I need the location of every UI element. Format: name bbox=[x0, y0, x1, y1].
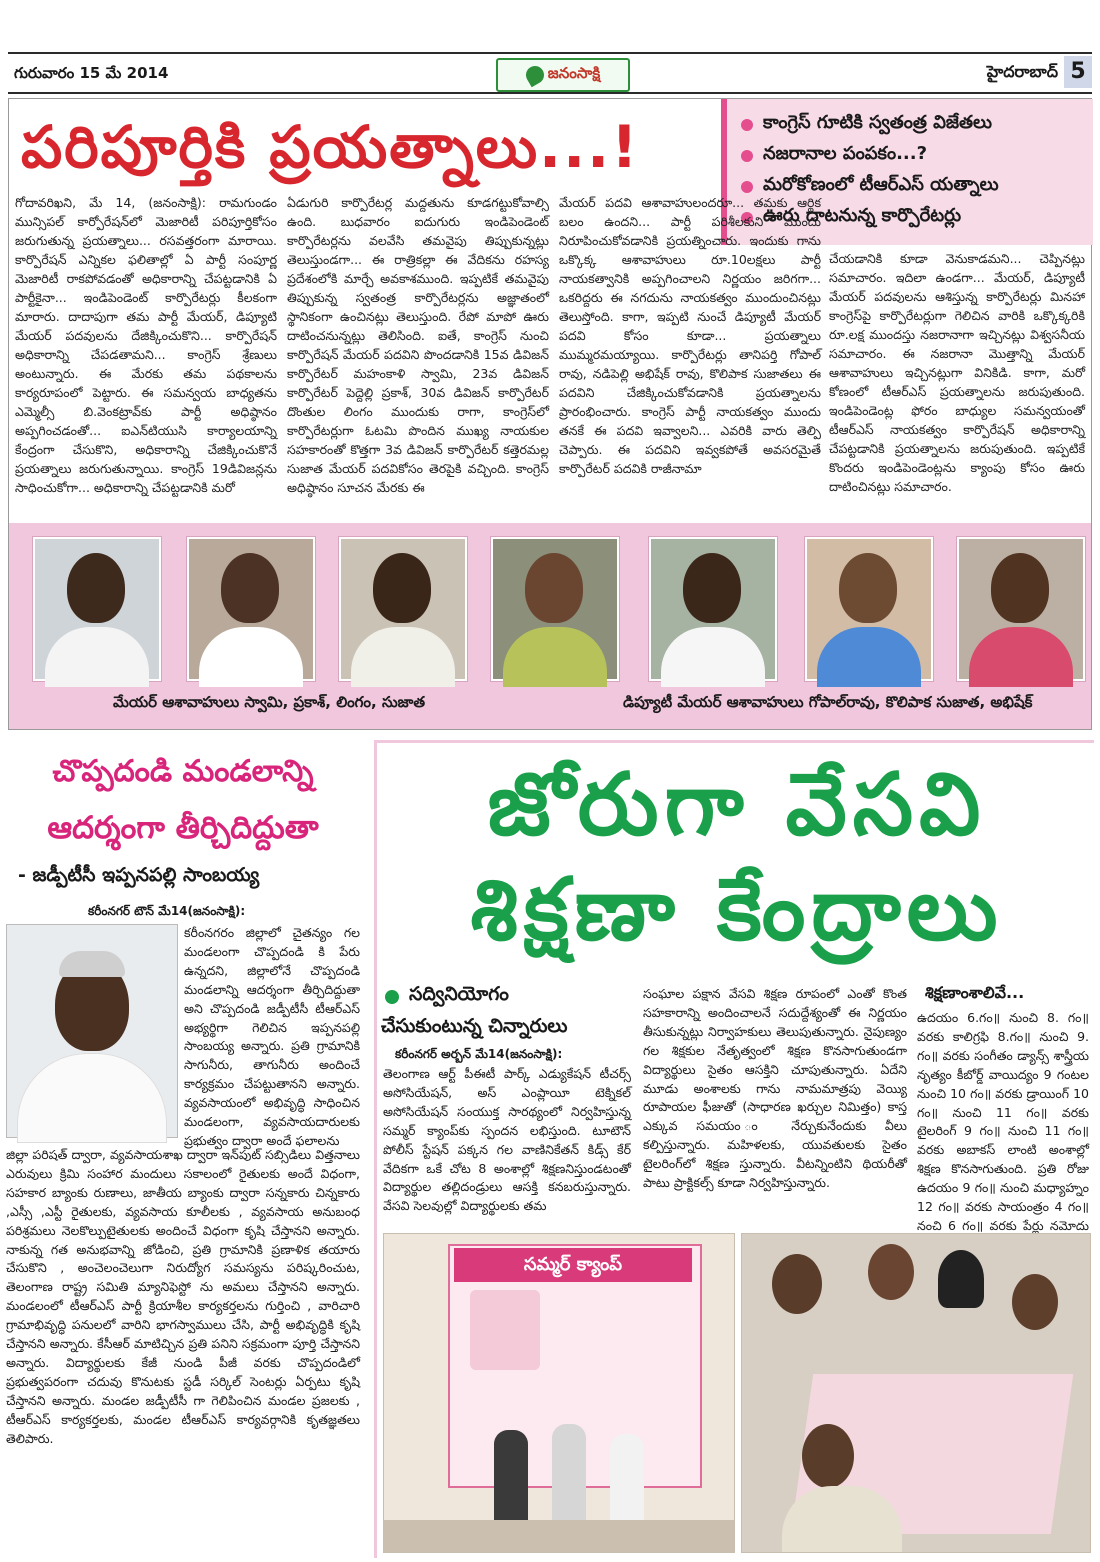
page-number: 5 bbox=[1064, 56, 1092, 88]
left-headline-line1: చొప్పదండి మండలాన్ని bbox=[52, 754, 314, 789]
candidate-photo bbox=[491, 537, 619, 681]
header-rule-top bbox=[8, 52, 1092, 54]
candidate-photo bbox=[957, 537, 1085, 681]
article-column: గోదావరిఖని, మే 14, (జనంసాక్షి): రామగుండం మున్సిపల్ కార్పోరేషన్‌లో మెజారిటీ పరిపూర్తికోసం జరుగుతున్న ప్రయత్నాలు... రసవత్తరంగా మారాయి. కార్పొరేషన్ ఎన్నికల ఫలితాల్లో ఏ పార్టీ సంపూర్ణ మెజారిటీ రాకపోవడంతో అధికారాన్ని చేపట్టడానికి ఏ పార్టీకైనా... ఇండిపెండెంట్ కార్పొరేటర్లు కీలకంగా మారారు. దాదాపుగా తమ పార్టీ మేయర్, డిప్యూటి మేయర్ పదవులను దేజిక్కించుకొని... కార్పొరేషన్ అధికారాన్ని చేపడతామని... కాంగ్రెస్ శ్రేణులు అంటున్నారు. ఈ మేరకు తమ పథకాలను కార్యరూపంలో పెట్టారు. ఈ సమన్వయ బాధ్యతను ఎమ్మెల్సీ బి.వెంకట్రావ్‌కు పార్టీ అధిష్ఠానం అప్పగించడంతో... ఐఎన్‌టియుసి కార్యాలయాన్ని కేంద్రంగా చేసుకొని, అధికారాన్ని చేజిక్కించుకొనే ప్రయత్నాలు జరుగుతున్నాయి. కాంగ్రెస్ 19డివిజన్లను సాధించుకోగా... అధికారాన్ని చేపట్టడానికి మరో bbox=[15, 195, 277, 495]
right-subhead-line1 bbox=[385, 983, 509, 1010]
candidate-photo bbox=[339, 537, 467, 681]
bullet-icon bbox=[741, 181, 753, 193]
article-column: మేయర్ పదవి ఆశావాహులందరూ... తమకు ఆర్థిక బలం ఉందని... పార్టీ పరిశీలకుని ముందు నిరూపించుకోవడానికి ప్రయత్నించారు. ఇందుకు గాను ఒక్కొక్క ఆశావాహులు రూ.10లక్షలు పార్టీ నాయకత్వానికి అప్పగించాలని నిర్ణయం జరిగగా... ఒకరిద్దరు ఈ నగదును నాయకత్వం ముందుంచినట్లు తెలుస్తోంది. కాగా, ఇప్పటి నుంచే డిప్యూటీ మేయర్ పదవి కోసం కూడా... ప్రయత్నాలు ముమ్మరమయ్యాయి. కార్పొరేటర్లు తానిపర్తి గోపాల్ రావు, నడిపెల్లి అభిషేక్ రావు, కొలిపాక సుజాతలు ఈ పదవిని చేజిక్కించుకోవడానికి ప్రయత్నాలను ప్రారంభించారు. కాంగ్రెస్ పార్టీ నాయకత్వం ముందు తనకే ఈ పదవి ఇవ్వాలని... ఎవరికి వారు తెల్పి చెప్పారు. ఈ పదవిని ఇవ్వకపోతే అవసరమైతే కార్పొరేటర్ పదవికి రాజీనామా bbox=[559, 195, 821, 476]
article-column: ఏడుగురి కార్పొరేటర్ల మద్దతును కూడగట్టుకోవాల్సి ఉంది. బుధవారం ఐదుగురు ఇండిపెండెంట్ కార్పొరేటర్లను వలవేసి తమవైపు తిప్పుకున్నట్లు తెలుస్తుండగా... ఈ రాత్రికల్లా ఈ వేదికను రహస్య ప్రదేశంలోకి మార్చే అవకాశముంది. ఇప్పటికే తమవైపు తిప్పుకున్న స్వతంత్ర కార్పొరేటర్లను అజ్ఞాతంలో స్థానికంగా ఉంచినట్లు తెలుస్తుంది. రేపో మాపో ఊరు దాటించనున్నట్లు తెలిసింది. ఐతే, కాంగ్రెస్ నుంచి కార్పొరేషన్ మేయర్ పదవిని పొందడానికి 15వ డివిజన్ కార్పొరేటర్ మహంకాళి స్వామి, 23వ డివిజన్ కార్పొరేటర్ పెద్దెల్లి ప్రకాశ్, 30వ డివిజన్ కార్పొరేటర్ దొంతుల లింగం ముందుకు రాగా, కాంగ్రెస్‌లో కార్పొరేటర్లుగా ఓటమి పొందిన ముఖ్య నాయకుల సహకారంతో కొత్తగా 3వ డివిజన్ కార్పొరేటర్ కత్తెరమల్ల సుజాత మేయర్ పదవికోసం తెరపైకి వచ్చింది. కాంగ్రెస్ అధిష్ఠానం సూచన మేరకు ఈ bbox=[287, 195, 549, 495]
right-headline-line2: శిక్షణా కేంద్రాలు bbox=[470, 860, 1004, 960]
zptc-portrait-photo bbox=[6, 924, 178, 1138]
right-article bbox=[374, 740, 1094, 1558]
highlight-item bbox=[741, 140, 1083, 171]
highlight-text: ఊరు దాటనున్న కార్పొరేటర్లు bbox=[763, 205, 962, 226]
article-column: ఉదయం 6.గం॥ నుంచి 8. గం॥ వరకు కాలిగ్రఫి 8.గం॥ నుంచి 9. గం॥ వరకు సంగీతం డ్యాన్స్ శాస్త్రీయ నృత్యం కీబోర్డ్ వాయిద్యం 9 గంటల నుంచి 10 గం॥ వరకు డ్రాయింగ్ 10 గం॥ నుంచి 11 గం॥ వరకు టైలరింగ్ 9 గం॥ నుంచి 11 గం॥ వరకు అబాకస్ లాంటి అంశాల్లో శిక్షణ కొనసాగుతుంది. ప్రతి రోజు ఉదయం 9 గం॥ నుంచి మధ్యాహ్నం 12 గం॥ వరకు సాయంత్రం 4 గం॥ నంచి 6 గం॥ వరకు పేర్లు నమోదు bbox=[917, 1010, 1089, 1233]
leaf-logo-icon bbox=[523, 63, 548, 88]
candidate-photo bbox=[805, 537, 933, 681]
left-article bbox=[0, 740, 366, 1562]
article-column: తెలంగాణ ఆర్ట్ పీఈటీ పార్క్ ఎడ్యుకేషన్ టీచర్స్ అసోసియేషన్, అస్ ఎంప్లాయీ టెక్నికల్ అసోసియేషన్ సంయుక్త సారథ్యంలో నిర్వహిస్తున్న సమ్మర్ క్యాంప్‌కు స్పందన లభిస్తుంది. టూటౌన్ పోలీస్ స్టేషన్ పక్కన గల వాణినికేతన్ కిడ్స్ కేర్ వేదికగా ఒకే చోట 8 అంశాల్లో శిక్షణనిస్తుండటంతో విద్యార్థుల తల్లిదండ్రులు ఆసక్తి కనబరుస్తున్నారు. వేసవి సెలవుల్లో విద్యార్థులకు తమ bbox=[383, 1066, 631, 1214]
left-dateline: కరీంనగర్ టౌన్ మే14(జనంసాక్షి): bbox=[88, 904, 246, 918]
article-column: చేయడానికి కూడా వెనుకాడమని... చెప్పినట్లు సమాచారం. ఇదిలా ఉండగా... మేయర్, డిప్యూటీ మేయర్ పదవులను ఆశిస్తున్న కార్పొరేటర్లు మినహా కాంగ్రెస్‌పై కార్పొరేటర్లుగా గెలిచిన వారికి ఒక్కొక్కరికి రూ.లక్ష ముందస్తు నజరానాగా ఇచ్చినట్లు విశ్వసనీయ సమాచారం. ఈ నజరానా మొత్తాన్ని మేయర్ ఆశావాహులు ఇచ్చినట్లుగా వినికిడి. కాగా, మరో కోణంలో టీఆర్ఎస్ ప్రయత్నాలను జరుపుతుంది. ఇండిపెండెంట్ల ఫోరం బాధ్యుల సమన్వయంతో టీఆర్ఎస్ నాయకత్వం కార్పొరేషన్ అధికారాన్ని చేపట్టడానికి ప్రయత్నాలను జరుపుతుంది. ఇప్పటికే కొందరు ఇండిపెండెంట్లను క్యాంపు కోసం ఊరు దాటించినట్లు సమాచారం. bbox=[829, 251, 1085, 494]
right-subhead-line2: చేసుకుంటున్న చిన్నారులు bbox=[381, 1015, 568, 1037]
candidate-photo bbox=[33, 537, 161, 681]
summer-camp-banner-photo bbox=[383, 1233, 735, 1553]
highlight-item bbox=[741, 109, 1083, 140]
top-article bbox=[8, 98, 1092, 730]
candidates-photo-strip bbox=[9, 523, 1091, 729]
issue-date: గురువారం 15 మే 2014 bbox=[14, 64, 169, 82]
left-headline-line2: ఆదర్శంగా తీర్చిదిద్దుతా bbox=[47, 810, 319, 846]
candidate-photo bbox=[649, 537, 777, 681]
photo-caption: మేయర్ ఆశావాహులు స్వామి, ప్రకాశ్, లింగం, సుజాత bbox=[113, 693, 426, 711]
bullet-icon bbox=[385, 990, 399, 1004]
header-rule-bottom bbox=[8, 92, 1092, 94]
tailoring-class-photo bbox=[741, 1233, 1091, 1553]
highlight-text: మరోకోణంలో టీఆర్ఎస్ యత్నాలు bbox=[763, 174, 999, 195]
right-dateline: కరీంనగర్ అర్బన్ మే14(జనంసాక్షి): bbox=[395, 1047, 563, 1061]
banner-title: సమ్మర్ క్యాంప్ bbox=[454, 1248, 692, 1282]
bullet-icon bbox=[741, 150, 753, 162]
left-subtitle: - జడ్పీటీసీ ఇప్పనపల్లి సాంబయ్య bbox=[18, 864, 260, 886]
highlight-text: కాంగ్రెస్ గూటికి స్వతంత్ర విజేతలు bbox=[763, 112, 993, 133]
page-header bbox=[0, 0, 1100, 98]
right-headline-line1: జోరుగా వేసవి bbox=[487, 755, 987, 855]
highlight-text: నజరానాల పంపకం...? bbox=[763, 143, 928, 164]
left-article-body: జిల్లా పరిషత్ ద్వారా, వ్యవసాయశాఖ ద్వారా ఇన్‌పుట్ సబ్సిడిలు విత్తనాలు ఎరువులు క్రిమి సంహార మందులు సకాలంలో రైతులకు అందే విధంగా, సహకార బ్యాంకు రుణాలు, జాతీయ బ్యాంకు ద్వారా సన్నకారు చిన్నకారు ,ఎస్సీ ,ఎస్టీ రైతులకు, వ్యవసాయ కూలీలకు , వ్యవసాయ అనుబంధ పరిశ్రమలు నెలకొల్పుటైతులకు అందించే విధంగా కృషి చేస్తానని అన్నారు. నాకున్న గత అనుభవాన్ని జోడించి, ప్రతి గ్రామానికి ప్రణాళిక తయారు చేసుకొని , అంచెలంచెలుగా నిరుద్యోగ సమస్యను పరిష్కరించుట, తెలంగాణ రాష్ట్ర సమితి మ్యానిఫెస్టో ను అమలు చేస్తానని అన్నారు. మండలంలో టీఆర్ఎస్ పార్టీ క్రియాశీల కార్యకర్తలను గుర్తించి , వారిచారి గ్రామాభివృద్ధి పనులలో వారిని భాగస్వాములు చేసి, పార్టీ అభివృద్ధికి కృషి చేస్తానని అన్నారు. కేసీఆర్ మాటిచ్చిన ప్రతి పనిని సక్రమంగా పూర్తి చేస్తానని అన్నారు. విద్యార్థులకు కేజీ నుండి పీజీ వరకు చొప్పదండిలో ప్రభుత్వపరంగా చదువు కొనుటకు స్టడీ సర్కిల్ సెంటర్లు ఏర్పటు కృషి చేస్తానని అన్నారు. మండల జడ్పీటీసీ గా గెలిపించిన మండల ప్రజలకు , టీఆర్ఎస్ కార్యకర్తలకు, మండల టీఆర్ఎస్ కార్యవర్గానికి కృతజ్ఞతలు తెలిపారు. bbox=[6, 1147, 360, 1446]
bullet-icon bbox=[741, 119, 753, 131]
candidate-photo bbox=[187, 537, 315, 681]
subhead-text: సద్వినియోగం bbox=[409, 983, 509, 1005]
left-article-body-beside-photo: కరీంనగరం జిల్లాలో చైతన్యం గల మండలంగా చొప్పదండి కి పేరు ఉన్నదని, జిల్లాలోనే చొప్పదండి మండలాన్ని ఆదర్శంగా తీర్చిదిద్దుతా అని చొప్పదండి జడ్పీటీసీ టీఆర్ఎస్ అభ్యర్థిగా గెలిచిన ఇప్పనపల్లి సాంబయ్య అన్నారు. ప్రతి గ్రామానికి సాగునీరు, తాగునీరు అందించే కార్యక్రమం చేపట్టుతానని అన్నారు. వ్యవసాయంలో అభివృద్ధి సాధించిన మండలంగా, వ్యవసాయదారులకు ప్రభుత్వం ద్వారా అందే ఫలాలను bbox=[184, 925, 360, 1148]
newspaper-logo bbox=[496, 58, 630, 92]
article-column: సంఘాల పక్షాన వేసవి శిక్షణ రూపంలో ఎంతో కొంత సహకారాన్ని అందించాలనే సదుద్దేశ్యంతో ఈ నిర్ణయం తీసుకున్నట్లు నిర్వాహకులు తెలుపుతున్నారు. నైపుణ్యం గల శిక్షకుల నేతృత్వంలో శిక్షణ కొనసాగుతుండగా విద్యార్థులు సైతం ఆసక్తిని చూపుతున్నారు. ఏదేని మూడు అంశాలకు గాను నామమాత్రపు వెయ్యి రూపాయల ఫీజుతో (సాధారణ ఖర్చుల నిమిత్తం) కాస్త ఎక్కువ సమయం ం నేర్చుకునేందుకు వీలు కల్పిస్తున్నారు. మహిళలకు, యువతులకు సైతం టైలరింగ్‌లో శిక్షణ స్తున్నారు. వీటన్నింటిని థియరీతో పాటు ప్రాక్టికల్స్ కూడా నిర్వహిస్తున్నారు. bbox=[643, 986, 907, 1191]
schedule-heading: శిక్షణాంశాలివే... bbox=[925, 983, 1025, 1002]
logo-text: జనంసాక్షి bbox=[547, 64, 601, 82]
edition-city: హైదరాబాద్ bbox=[986, 62, 1058, 81]
photo-caption: డిప్యూటీ మేయర్ ఆశావాహులు గోపాల్‌రావు, కొలిపాక సుజాత, అభిషేక్ bbox=[623, 693, 1033, 711]
top-headline: పరిపూర్తికి ప్రయత్నాలు...! bbox=[21, 113, 640, 181]
